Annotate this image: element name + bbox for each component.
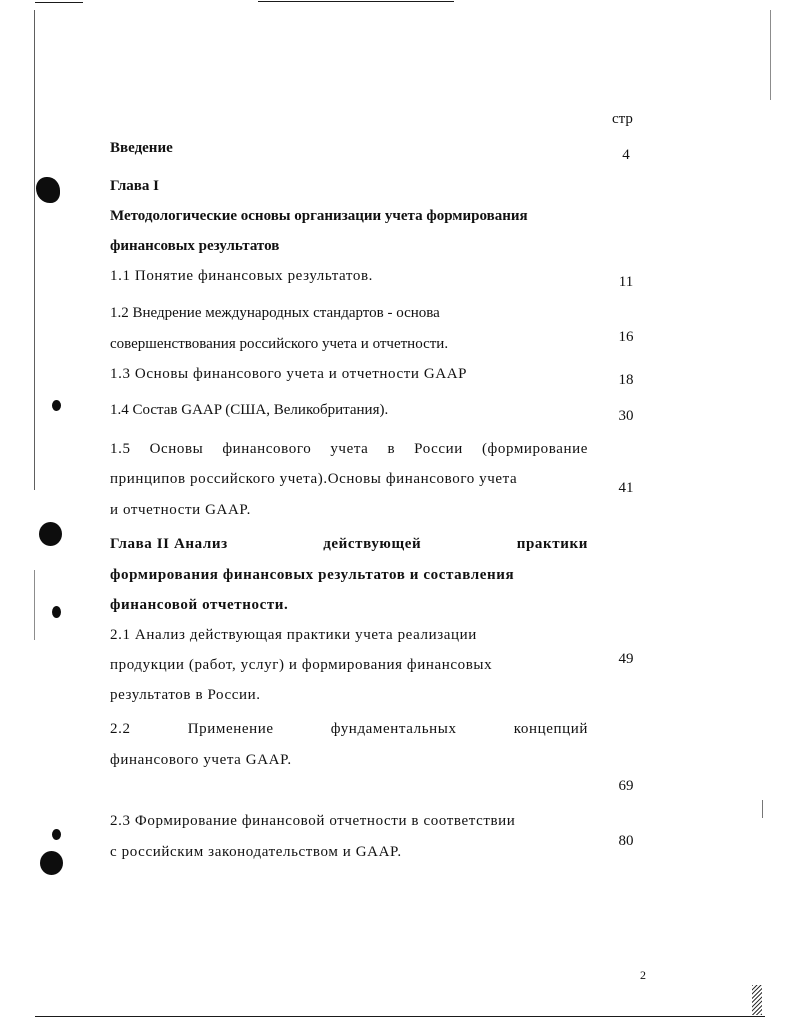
chapter1-title-line2: финансовых результатов: [110, 238, 280, 254]
toc-section-1-2-line1: 1.2 Внедрение международных стандартов - основа: [110, 305, 440, 321]
chapter1-heading: Глава I: [110, 178, 159, 194]
word: России: [414, 441, 463, 457]
word: фундаментальных: [330, 721, 457, 737]
toc-section-1-3-page: 18: [618, 372, 634, 388]
word: концепций: [513, 721, 588, 737]
toc-section-1-5-line2: принципов российского учета).Основы финансового учета: [110, 471, 518, 487]
word: 1.5: [110, 441, 131, 457]
toc-section-1-5-line3: и отчетности GAAP.: [110, 502, 252, 518]
word: действующей: [323, 536, 422, 552]
scan-left-line: [34, 10, 35, 490]
toc-section-1-4-page: 30: [618, 408, 634, 424]
page-number: 2: [640, 968, 646, 982]
toc-section-2-1-page: 49: [618, 651, 634, 667]
toc-section-1-2-page: 16: [618, 329, 634, 345]
word: Основы: [149, 441, 204, 457]
punch-hole: [39, 522, 62, 546]
toc-section-1-5-page: 41: [618, 480, 634, 496]
word: Глава II Анализ: [110, 536, 228, 552]
scan-right-line: [762, 800, 763, 818]
punch-hole: [40, 851, 63, 875]
scan-corner-mark: [752, 985, 762, 1015]
word: практики: [516, 536, 588, 552]
toc-section-2-2-line1: [110, 720, 588, 738]
toc-section-2-2-line2: финансового учета GAAP.: [110, 752, 292, 768]
toc-section-2-1-line1: 2.1 Анализ действующая практики учета реализации: [110, 627, 477, 643]
toc-section-1-5-line1: [110, 440, 588, 458]
chapter2-line3: финансовой отчетности.: [110, 597, 289, 613]
toc-section-1-3: 1.3 Основы финансового учета и отчетности GAAP: [110, 366, 468, 382]
chapter2-line2: формирования финансовых результатов и составления: [110, 567, 515, 583]
word: финансового: [222, 441, 312, 457]
word: в: [387, 441, 396, 457]
punch-hole: [52, 400, 61, 411]
punch-hole: [36, 177, 60, 203]
toc-intro-page: 4: [622, 147, 630, 163]
scan-top-line: [35, 2, 83, 3]
chapter2-line1: [110, 535, 588, 553]
toc-intro-title: Введение: [110, 140, 173, 156]
word: учета: [330, 441, 369, 457]
toc-section-2-1-line3: результатов в России.: [110, 687, 261, 703]
word: 2.2: [110, 721, 131, 737]
toc-section-2-1-line2: продукции (работ, услуг) и формирования финансовых: [110, 657, 493, 673]
toc-section-2-2-page: 69: [618, 778, 634, 794]
scan-left-line: [34, 570, 35, 640]
chapter1-title-line1: Методологические основы организации учета формирования: [110, 208, 528, 224]
page-column-header: стр: [612, 111, 633, 127]
toc-section-2-3-page: 80: [618, 833, 634, 849]
word: Применение: [187, 721, 274, 737]
scan-bottom-line: [35, 1016, 765, 1017]
punch-hole: [52, 606, 61, 618]
toc-section-1-1-page: 11: [618, 274, 634, 290]
toc-section-2-3-line1: 2.3 Формирование финансовой отчетности в соответствии: [110, 813, 516, 829]
scan-top-line: [258, 1, 454, 2]
toc-section-1-4: 1.4 Состав GAAP (США, Великобритания).: [110, 402, 389, 418]
toc-section-2-3-line2: с российским законодательством и GAAP.: [110, 844, 402, 860]
toc-section-1-2-line2: совершенствования российского учета и отчетности.: [110, 336, 449, 352]
scan-right-line: [770, 10, 771, 100]
toc-section-1-1: 1.1 Понятие финансовых результатов.: [110, 268, 374, 284]
word: (формирование: [481, 441, 588, 457]
punch-hole: [52, 829, 61, 840]
